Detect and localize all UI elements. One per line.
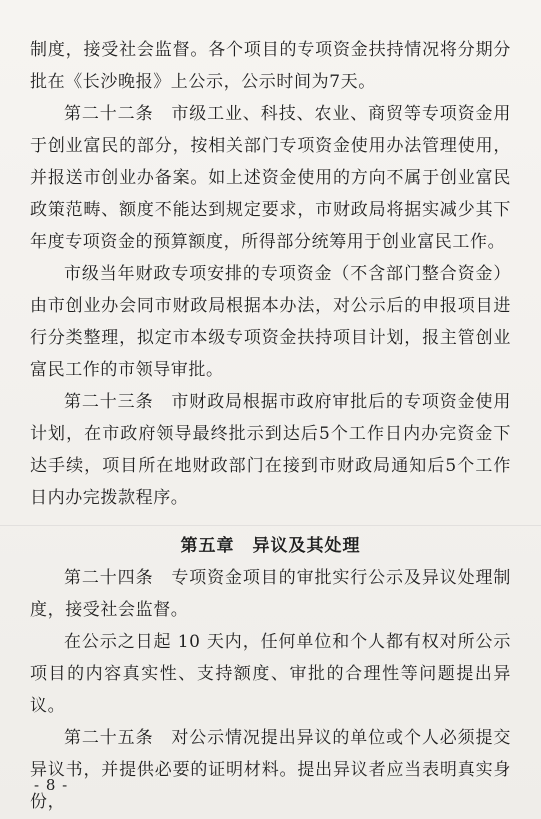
- body-bottom: [30, 562, 511, 818]
- chapter-title: 第五章 异议及其处理: [180, 536, 361, 556]
- paragraph-article-24: 第二十四条 专项资金项目的审批实行公示及异议处理制度，接受社会监督。: [30, 568, 511, 620]
- paragraph-article-23: 第二十三条 市财政局根据市政府审批后的专项资金使用计划，在市政府领导最终批示到达后5个工作日内办完资金下达手续，项目所在地财政部门在接到市财政局通知后5个工作日内办完拨款程序。: [30, 392, 511, 508]
- paragraph-objection-period: 在公示之日起 10 天内，任何单位和个人都有权对所公示项目的内容真实性、支持额度、审批的合理性等问题提出异议。: [30, 632, 511, 716]
- body-top: [30, 34, 511, 514]
- paragraph-article-25: 第二十五条 对公示情况提出异议的单位或个人必须提交异议书，并提供必要的证明材料。提出异议者应当表明真实身份，: [30, 728, 511, 812]
- paragraph-special-funds: 市级当年财政专项安排的专项资金（不含部门整合资金）由市创业办会同市财政局根据本办法，对公示后的申报项目进行分类整理，拟定市本级专项资金扶持项目计划，报主管创业富民工作的市领导审批。: [30, 264, 511, 380]
- page-fold-line: [0, 525, 541, 526]
- paragraph-article-22: 第二十二条 市级工业、科技、农业、商贸等专项资金用于创业富民的部分，按相关部门专项资金使用办法管理使用，并报送市创业办备案。如上述资金使用的方向不属于创业富民政策范畴、额度不能达到规定要求，市财政局将据实减少其下年度专项资金的预算额度，所得部分统筹用于创业富民工作。: [30, 104, 511, 252]
- paragraph-1: 制度，接受社会监督。各个项目的专项资金扶持情况将分期分批在《长沙晚报》上公示，公示时间为7天。: [30, 40, 511, 92]
- page-number: - 8 -: [34, 776, 69, 794]
